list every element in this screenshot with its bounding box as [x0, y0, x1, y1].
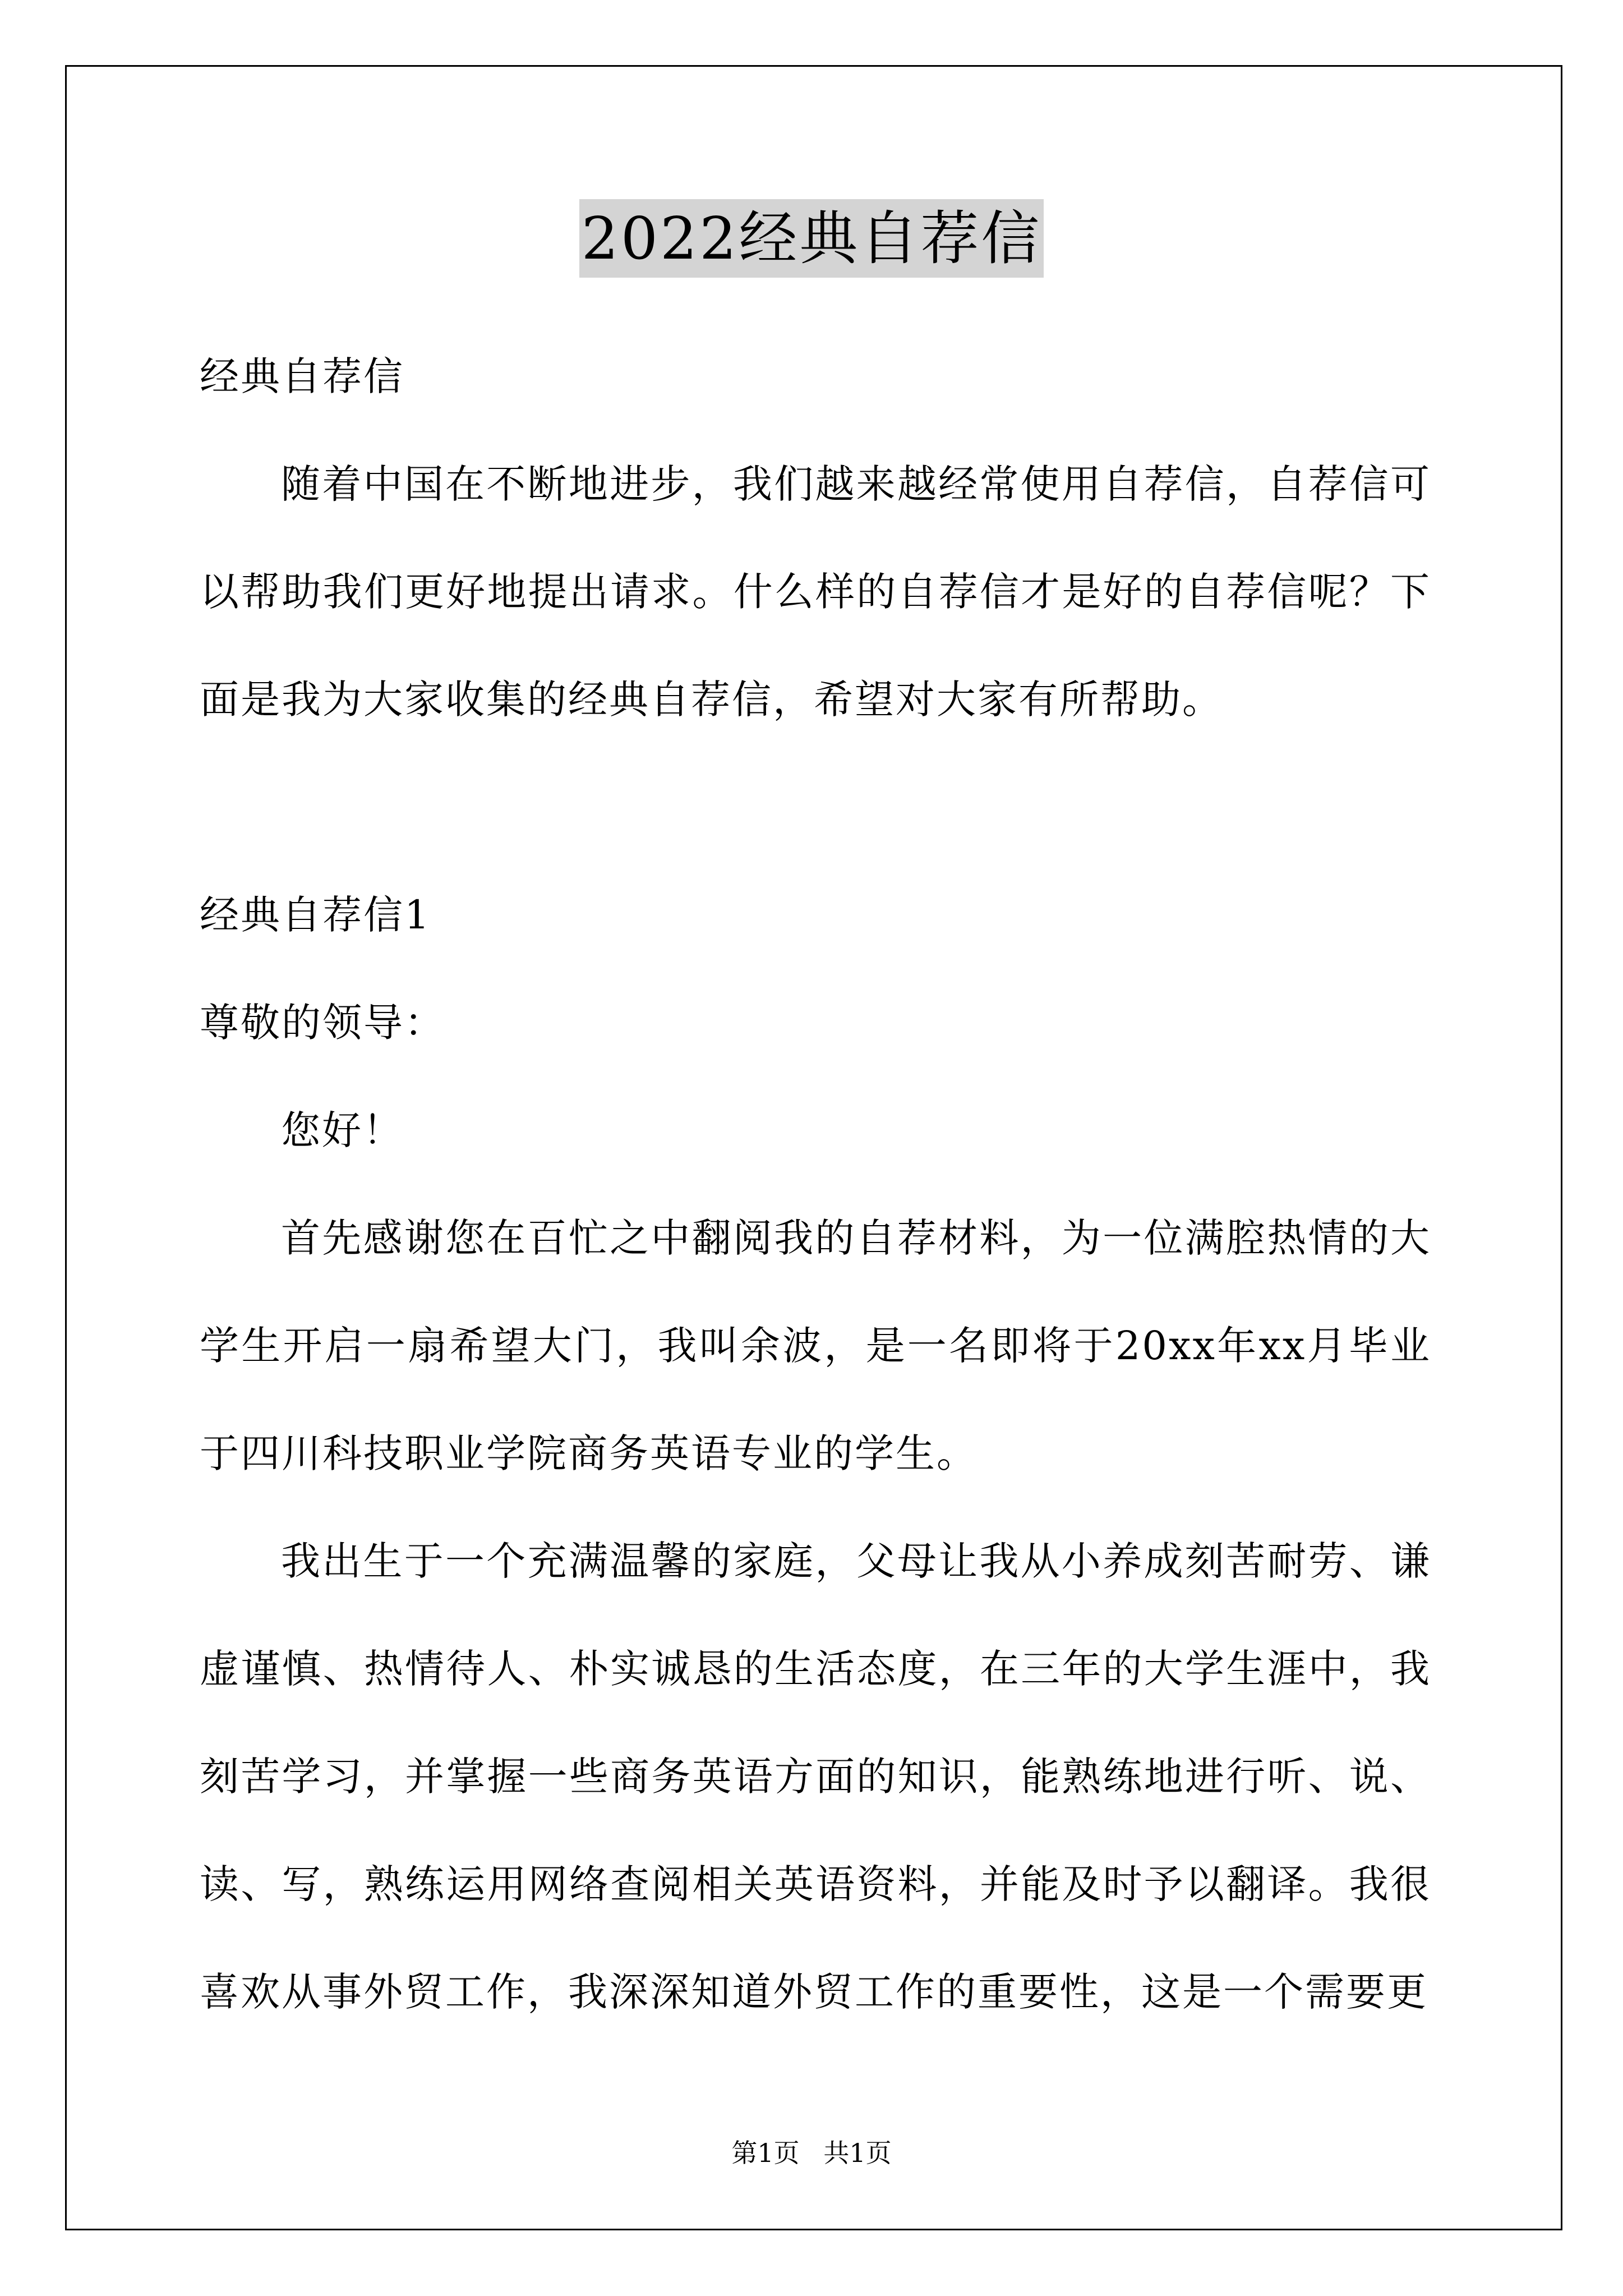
document-title: 2022经典自荐信: [579, 199, 1044, 278]
section-heading: 经典自荐信1: [200, 892, 431, 938]
title-wrap: [0, 199, 1623, 278]
page-footer: [0, 2136, 1623, 2170]
document-body: [200, 323, 1431, 2046]
greeting: 您好！: [281, 1107, 404, 1153]
document-heading: 经典自荐信: [200, 353, 404, 399]
page-number: 第1页: [731, 2138, 800, 2168]
body-paragraph-1: 首先感谢您在百忙之中翻阅我的自荐材料，为一位满腔热情的大学生开启一扇希望大门，我叫余波，是一名即将于20xx年xx月毕业于四川科技职业学院商务英语专业的学生。: [200, 1215, 1431, 1476]
body-paragraph-2: 我出生于一个充满温馨的家庭，父母让我从小养成刻苦耐劳、谦虚谨慎、热情待人、朴实诚恳的生活态度，在三年的大学生涯中，我刻苦学习，并掌握一些商务英语方面的知识，能熟练地进行听、说、读、写，熟练运用网络查阅相关英语资料，并能及时予以翻译。我很喜欢从事外贸工作，我深深知道外贸工作的重要性，这是一个需要更: [200, 1538, 1431, 2015]
page-total: 共1页: [823, 2138, 892, 2168]
intro-paragraph: 随着中国在不断地进步，我们越来越经常使用自荐信，自荐信可以帮助我们更好地提出请求。什么样的自荐信才是好的自荐信呢？下面是我为大家收集的经典自荐信，希望对大家有所帮助。: [200, 461, 1431, 723]
salutation: 尊敬的领导：: [200, 1000, 445, 1046]
section-gap: [200, 753, 1431, 861]
